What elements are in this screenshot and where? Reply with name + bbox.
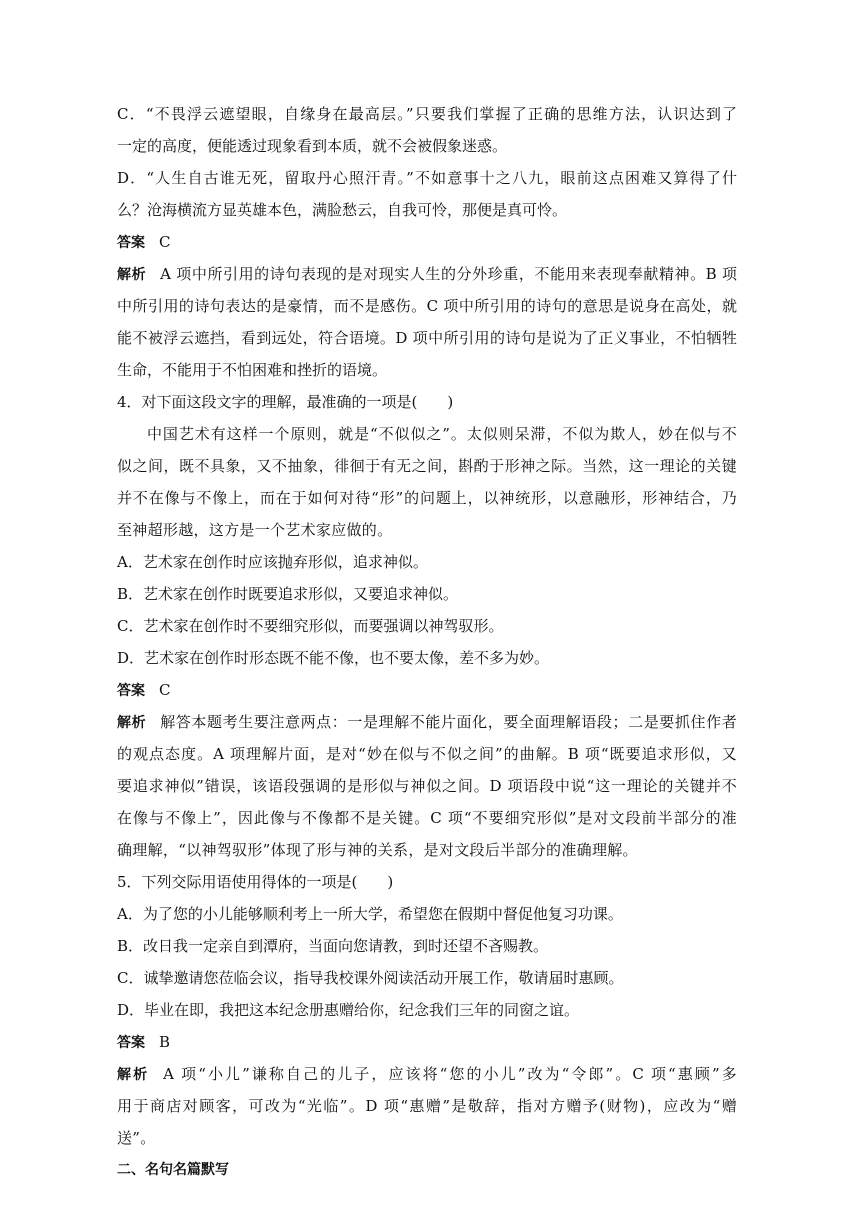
q4-stem: 4．对下面这段文字的理解，最准确的一项是( ) xyxy=(117,393,454,411)
q4-option-d: D．艺术家在创作时形态既不能不像，也不要太像，差不多为妙。 xyxy=(117,649,550,667)
q5-stem: 5．下列交际用语使用得体的一项是( ) xyxy=(117,873,394,891)
q3-option-d-line-1: D．“人生自古谁无死，留取丹心照汗青。”不如意事十之八九，眼前这点困难又算得了什 xyxy=(117,169,737,187)
q3-analysis-line-2: 中所引用的诗句表达的是豪情，而不是感伤。C 项中所引用的诗句的意思是说身在高处，就 xyxy=(117,297,737,315)
q5-analysis-line-1 xyxy=(117,1058,737,1090)
q5-answer-label: 答案 xyxy=(117,1035,145,1051)
q4-passage-line-3: 并不在像与不像上，而在于如何对待“形”的问题上，以神统形，以意融形，形神结合，乃 xyxy=(117,489,737,507)
q4-answer xyxy=(117,674,737,706)
q4-option-c: C．艺术家在创作时不要细究形似，而要强调以神驾驭形。 xyxy=(117,617,504,635)
q4-option-b: B．艺术家在创作时既要追求形似，又要追求神似。 xyxy=(117,585,459,603)
q5-analysis-label: 解析 xyxy=(117,1067,150,1083)
section-heading: 二、名句名篇默写 xyxy=(117,1162,229,1178)
q5-answer xyxy=(117,1026,737,1058)
q3-option-c-line-1: C．“不畏浮云遮望眼，自缘身在最高层。”只要我们掌握了正确的思维方法，认识达到了 xyxy=(117,105,737,123)
q4-answer-label: 答案 xyxy=(117,683,145,699)
q4-analysis-label: 解析 xyxy=(117,715,147,731)
q5-option-d: D．毕业在即，我把这本纪念册惠赠给你，纪念我们三年的同窗之谊。 xyxy=(117,1001,580,1019)
q4-passage-line-1: 中国艺术有这样一个原则，就是“不似似之”。太似则呆滞，不似为欺人，妙在似与不 xyxy=(147,425,737,443)
q4-analysis-line-4: 在像与不像上”，因此像与不像都不是关键。C 项“不要细究形似”是对文段前半部分的准 xyxy=(117,809,737,827)
q3-analysis-line-3: 能不被浮云遮挡，看到远处，符合语境。D 项中所引用的诗句是说为了正义事业，不怕牺牲 xyxy=(117,329,737,347)
q4-answer-value: C xyxy=(159,681,171,699)
q4-analysis-line-5: 确理解，“以神驾驭形”体现了形与神的关系，是对文段后半部分的准确理解。 xyxy=(117,841,638,859)
q4-analysis-line-1 xyxy=(117,706,737,738)
q3-analysis-line-4: 生命，不能用于不怕困难和挫折的语境。 xyxy=(117,361,388,379)
q3-option-d-line-2: 么？沧海横流方显英雄本色，满脸愁云，自我可怜，那便是真可怜。 xyxy=(117,201,568,219)
q4-analysis-line-3: 要追求神似”错误，该语段强调的是形似与神似之间。D 项语段中说“这一理论的关键并不 xyxy=(117,777,737,795)
q3-answer-value: C xyxy=(159,233,171,251)
q3-answer-label: 答案 xyxy=(117,235,145,251)
q4-passage-line-2: 似之间，既不具象，又不抽象，徘徊于有无之间，斟酌于形神之际。当然，这一理论的关键 xyxy=(117,457,737,475)
document-page xyxy=(117,98,737,1186)
q5-option-c: C．诚挚邀请您莅临会议，指导我校课外阅读活动开展工作，敬请届时惠顾。 xyxy=(117,969,624,987)
q4-analysis-text-1: 解答本题考生要注意两点：一是理解不能片面化，要全面理解语段；二是要抓住作者 xyxy=(160,713,737,731)
q5-answer-value: B xyxy=(159,1033,171,1051)
q5-option-b: B．改日我一定亲自到潭府，当面向您请教，到时还望不吝赐教。 xyxy=(117,937,549,955)
q5-analysis-line-3: 送”。 xyxy=(117,1129,156,1147)
q3-answer xyxy=(117,226,737,258)
q5-option-a: A．为了您的小儿能够顺利考上一所大学，希望您在假期中督促他复习功课。 xyxy=(117,905,623,923)
q4-analysis-line-2: 的观点态度。A 项理解片面，是对“妙在似与不似之间”的曲解。B 项“既要追求形似，又 xyxy=(117,745,737,763)
q3-option-c-line-2: 一定的高度，便能透过现象看到本质，就不会被假象迷惑。 xyxy=(117,137,508,155)
q4-passage-line-4: 至神超形越，这方是一个艺术家应做的。 xyxy=(117,521,393,539)
q4-option-a: A．艺术家在创作时应该抛弃形似，追求神似。 xyxy=(117,553,428,571)
q5-analysis-text-1: A 项“小儿”谦称自己的儿子，应该将“您的小儿”改为“令郎”。C 项“惠顾”多 xyxy=(163,1065,737,1083)
q3-analysis-text-1: A 项中所引用的诗句表现的是对现实人生的分外珍重，不能用来表现奉献精神。B 项 xyxy=(160,265,737,283)
q5-analysis-line-2: 用于商店对顾客，可改为“光临”。D 项“惠赠”是敬辞，指对方赠予(财物)，应改为“赠 xyxy=(117,1097,737,1115)
q3-analysis-label: 解析 xyxy=(117,267,147,283)
q3-analysis-line-1 xyxy=(117,258,737,290)
